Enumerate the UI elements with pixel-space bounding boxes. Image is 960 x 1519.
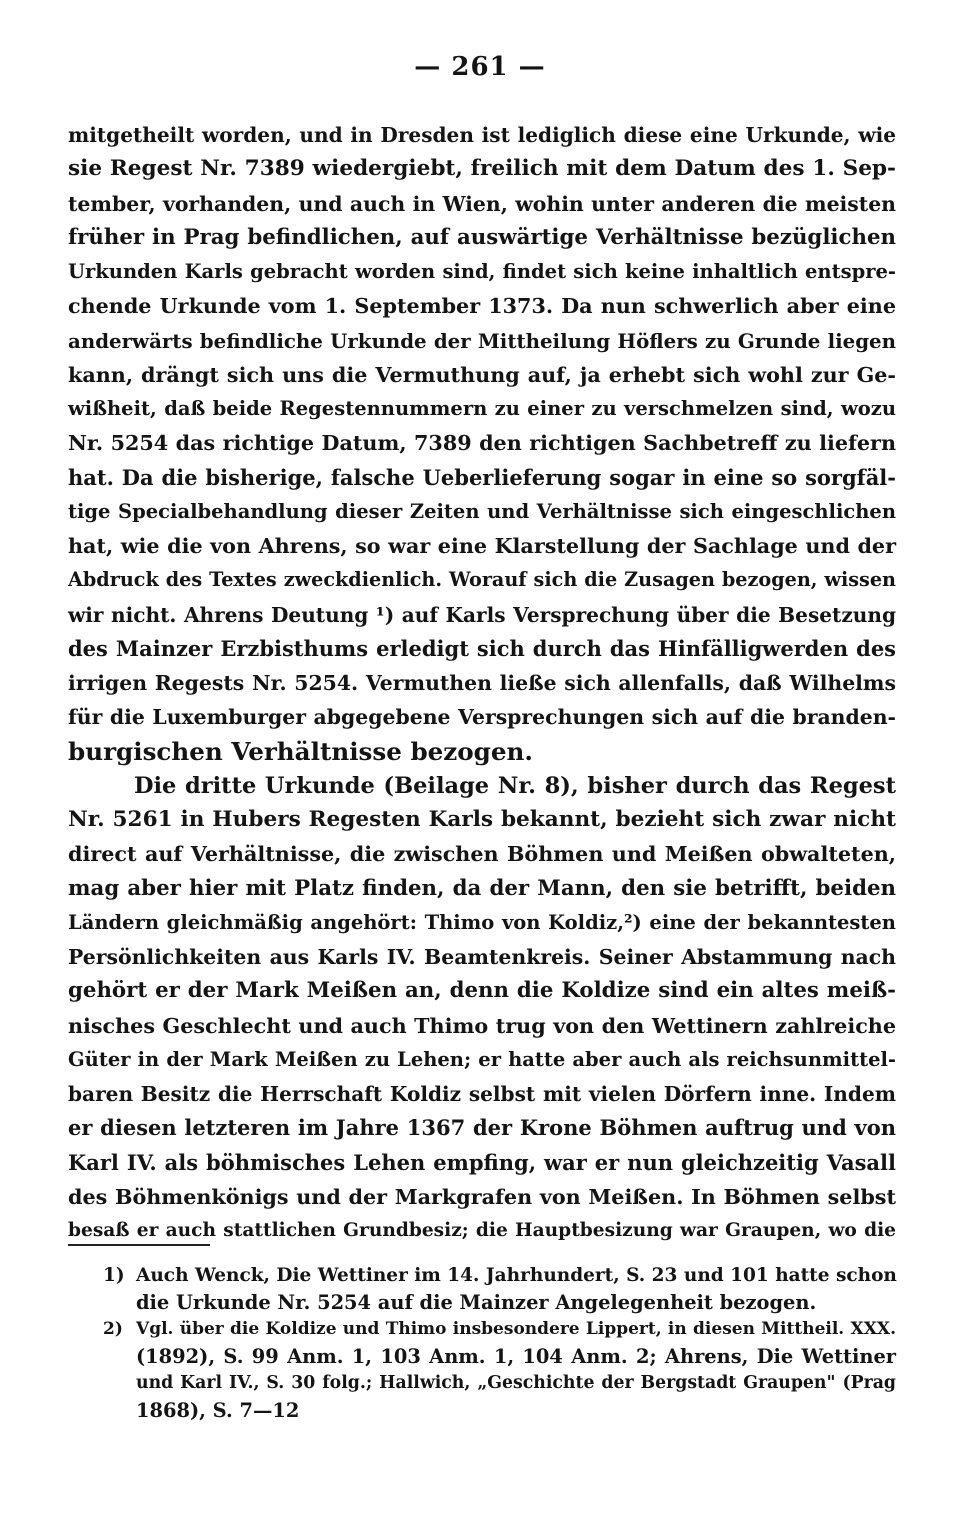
text-line: des Böhmenkönigs und der Markgrafen von Meißen. In Böhmen selbst — [68, 1184, 896, 1209]
text-line: des Mainzer Erzbisthums erledigt sich durch das Hinfälligwerden des — [68, 635, 896, 661]
text-line: früher in Prag befindlichen, auf auswärtige Verhältnisse bezüglichen — [68, 224, 896, 250]
text-line: baren Besitz die Herrschaft Koldiz selbst mit vielen Dörfern inne. Indem — [68, 1082, 896, 1106]
footnote-line — [136, 1343, 896, 1370]
text-line: tige Specialbehandlung dieser Zeiten und Verhältnisse sich eingeschlichen — [68, 499, 896, 523]
text-line: Ländern gleichmäßig angehört: Thimo von Koldiz,²) eine der bekanntesten — [68, 910, 896, 934]
text-line: hat, wie die von Ahrens, so war eine Klarstellung der Sachlage und der — [68, 534, 896, 558]
footnote-number: 1) — [103, 1265, 125, 1286]
body-text — [68, 118, 896, 1248]
text-line: Persönlichkeiten aus Karls IV. Beamtenkreis. Seiner Abstammung nach — [68, 945, 896, 969]
text-line: burgischen Verhältnisse bezogen. — [68, 736, 533, 766]
text-line: gehört er der Mark Meißen an, denn die Koldize sind ein altes meiß- — [68, 978, 896, 1004]
footnote-text: Auch Wenck, Die Wettiner im 14. Jahrhundert, S. 23 und 101 hatte schon — [136, 1265, 897, 1286]
text-line: wißheit, daß beide Regestennummern zu einer zu verschmelzen sind, wozu — [68, 397, 896, 420]
text-line: Nr. 5254 das richtige Datum, 7389 den richtigen Sachbetreff zu liefern — [68, 431, 896, 456]
text-line: mag aber hier mit Platz finden, da der Mann, den sie betrifft, beiden — [68, 875, 896, 901]
text-line: direct auf Verhältnisse, die zwischen Böhmen und Meißen obwalteten, — [68, 842, 896, 867]
text-line: sie Regest Nr. 7389 wiedergiebt, freilich mit dem Datum des 1. Sep- — [68, 156, 896, 182]
text-line: wir nicht. Ahrens Deutung ¹) auf Karls Versprechung über die Besetzung — [68, 602, 896, 627]
text-line: er diesen letzteren im Jahre 1367 der Krone Böhmen auftrug und von — [68, 1115, 896, 1141]
footnote-line — [103, 1262, 897, 1289]
footnote-line — [136, 1289, 896, 1316]
text-line: nisches Geschlecht und auch Thimo trug von den Wettinern zahlreiche — [68, 1013, 896, 1038]
footnote-text: und Karl IV., S. 30 folg.; Hallwich, „Geschichte der Bergstadt Graupen" (Prag — [136, 1373, 896, 1394]
text-line: Karl IV. als böhmisches Lehen empfing, war er nun gleichzeitig Vasall — [68, 1149, 896, 1175]
footnote-divider — [68, 1244, 210, 1246]
text-line: mitgetheilt worden, und in Dresden ist lediglich diese eine Urkunde, wie — [68, 123, 896, 147]
text-line: für die Luxemburger abgegebene Versprechungen sich auf die branden- — [68, 705, 896, 730]
footnote-line — [136, 1370, 896, 1397]
footnote-number: 2) — [103, 1319, 123, 1340]
text-line: irrigen Regests Nr. 5254. Vermuthen ließe sich allenfalls, daß Wilhelms — [68, 671, 896, 695]
footnotes — [0, 1262, 960, 1425]
footnote-line — [103, 1316, 896, 1343]
text-line: Nr. 5261 in Hubers Regesten Karls bekannt, bezieht sich zwar nicht — [68, 807, 896, 832]
text-line: Urkunden Karls gebracht worden sind, findet sich keine inhaltlich entspre- — [68, 260, 896, 283]
footnote-line — [136, 1397, 896, 1424]
page-number: — 261 — — [414, 52, 546, 82]
text-line: chende Urkunde vom 1. September 1373. Da nun schwerlich aber eine — [68, 294, 896, 319]
footnote-text: Vgl. über die Koldize und Thimo insbesondere Lippert, in diesen Mittheil. XXX. — [136, 1319, 896, 1340]
footnote-text: (1892), S. 99 Anm. 1, 103 Anm. 1, 104 Anm. 2; Ahrens, Die Wettiner — [136, 1345, 896, 1369]
text-line: Güter in der Mark Meißen zu Lehen; er hatte aber auch als reichsunmittel- — [68, 1047, 896, 1071]
text-line: hat. Da die bisherige, falsche Ueberlieferung sogar in eine so sorgfäl- — [68, 464, 896, 490]
text-line: tember, vorhanden, und auch in Wien, wohin unter anderen die meisten — [68, 191, 896, 216]
footnote-text: die Urkunde Nr. 5254 auf die Mainzer Angelegenheit bezogen. — [136, 1291, 817, 1315]
footnote-text: 1868), S. 7—12 — [136, 1399, 300, 1423]
text-line: kann, drängt sich uns die Vermuthung auf, ja erhebt sich wohl zur Ge- — [68, 362, 896, 387]
text-line: besaß er auch stattlichen Grundbesiz; die Hauptbesizung war Graupen, wo die — [68, 1220, 896, 1241]
text-line: Abdruck des Textes zweckdienlich. Worauf sich die Zusagen bezogen, wissen — [68, 568, 896, 592]
text-line: Die dritte Urkunde (Beilage Nr. 8), bisher durch das Regest — [134, 772, 896, 799]
text-line: anderwärts befindliche Urkunde der Mittheilung Höflers zu Grunde liegen — [68, 328, 896, 353]
